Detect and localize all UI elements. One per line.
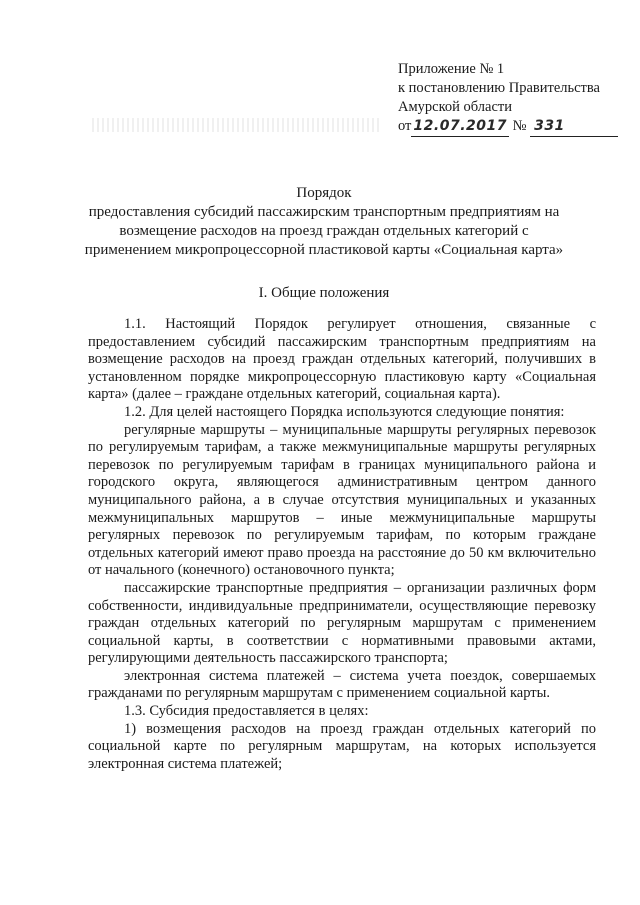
number-prefix: № [512, 118, 527, 134]
document-body [88, 316, 596, 773]
paragraph-1-1: 1.1. Настоящий Порядок регулирует отношения, связанные с предоставлением субсидий пассажирским транспортным предприятиям на возмещение расходов на проезд граждан отдельных категорий, получивших в установленном порядке микропроцессорную пластиковую карту «Социальная карта» (далее – граждане отдельных категорий, социальная карта). [88, 316, 596, 403]
date-number-line [398, 117, 630, 137]
section-heading: I. Общие положения [258, 285, 390, 301]
title-line-1: предоставления субсидий пассажирским транспортным предприятиям на [88, 204, 560, 220]
paragraph-1-3-item-1: 1) возмещения расходов на проезд граждан отдельных категорий по социальной карте по регулярным маршрутам, на которых используется электронная система платежей; [88, 720, 596, 772]
paragraph-enterprises-definition: пассажирские транспортные предприятия – организации различных форм собственности, индивидуальные предприниматели, осуществляющие перевозку граждан отдельных категорий по регулярным маршрутам с применением социальной карты, в соответствии с нормативными правовыми актами, регулирующими деятельность пассажирского транспорта; [88, 579, 596, 667]
title-line-2: возмещение расходов на проезд граждан отдельных категорий с [119, 223, 529, 239]
paragraph-routes-definition: регулярные маршруты – муниципальные маршруты регулярных перевозок по регулируемым тарифам, а также межмуниципальные маршруты регулярных перевозок по регулируемым тарифам в границах муниципального района и городского округа, являющегося административным центром данного муниципального района, а в случае отсутствия муниципальных и указанных межмуниципальных маршрутов – иные межмуниципальные маршруты регулярных перевозок по регулируемым тарифам, по которым граждане отдельных категорий имеют право проезда на расстояние до 50 км включительно от начального (конечного) остановочного пункта; [88, 421, 596, 579]
paragraph-payment-system-definition: электронная система платежей – система учета поездок, совершаемых гражданами по регулярным маршрутам с применением социальной карты. [88, 667, 596, 702]
region-label: Амурской области [398, 99, 512, 115]
paragraph-1-2: 1.2. Для целей настоящего Порядка используются следующие понятия: [124, 403, 565, 420]
title-line-3: применением микропроцессорной пластиковой карты «Социальная карта» [84, 242, 564, 258]
date-prefix: от [398, 118, 412, 134]
title-heading: Порядок [296, 185, 352, 201]
handwritten-number: 331 [530, 117, 618, 137]
handwritten-date: 12.07.2017 [411, 117, 509, 137]
paragraph-1-3: 1.3. Субсидия предоставляется в целях: [124, 703, 369, 720]
scan-smudge [92, 118, 382, 132]
appendix-label: Приложение № 1 [398, 61, 505, 77]
document-title [60, 184, 588, 260]
approval-block [398, 60, 630, 137]
resolution-label: к постановлению Правительства [398, 80, 600, 96]
